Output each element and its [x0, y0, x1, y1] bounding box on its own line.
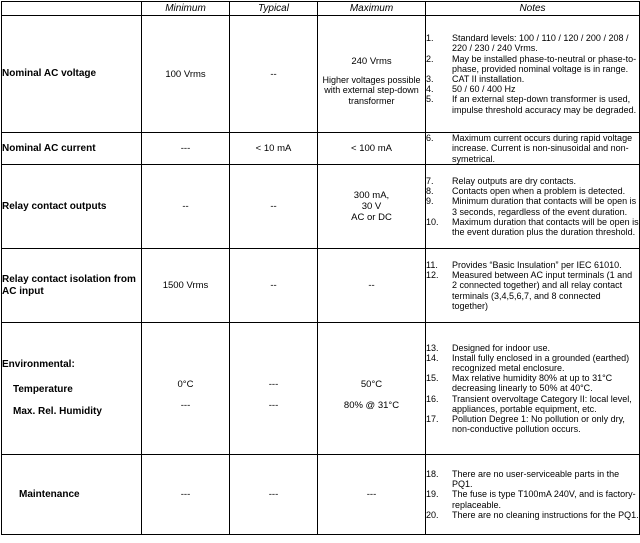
- note-item: 9. Minimum duration that contacts will be open is 3 seconds, regardless of the event duration.: [426, 196, 637, 217]
- row-notes: [426, 165, 640, 249]
- maximum-line: 300 mA,: [353, 190, 390, 201]
- row-typical: --: [230, 165, 318, 249]
- temperature-label: Temperature: [13, 384, 73, 395]
- table-row: [2, 133, 640, 165]
- note-item: 15. Max relative humidity 80% at up to 31°C decreasing linearly to 50% at 40°C.: [426, 373, 613, 394]
- note-item: 10. Maximum duration that contacts will be open is the event duration plus the duration threshold.: [426, 216, 639, 237]
- row-notes: [426, 323, 640, 455]
- note-item: 11. Provides “Basic Insulation” per IEC 61010.: [426, 259, 622, 270]
- row-minimum: ---: [142, 455, 230, 535]
- header-row: [2, 2, 640, 16]
- note-item: 14. Install fully enclosed in a grounded (earthed) recognized metal enclosure.: [426, 352, 630, 373]
- row-typical: --: [230, 16, 318, 133]
- note-item: 3. CAT II installation.: [426, 74, 525, 84]
- note-item: 7. Relay outputs are dry contacts.: [426, 175, 577, 186]
- header-notes: Notes: [426, 2, 640, 16]
- humidity-minimum: ---: [180, 400, 191, 411]
- humidity-label: Max. Rel. Humidity: [13, 406, 102, 417]
- note-item: 16. Transient overvoltage Category II: local level, appliances, portable equipment, etc.: [426, 393, 632, 414]
- row-parameter: Relay contact outputs: [2, 165, 142, 249]
- note-item: 19. The fuse is type T100mA 240V, and is factory-replaceable.: [426, 489, 636, 510]
- header-typical: Typical: [230, 2, 318, 16]
- header-parameter: [2, 2, 142, 16]
- row-maximum: --: [318, 249, 426, 323]
- row-parameter: Maintenance: [2, 455, 142, 535]
- row-maximum: [318, 323, 426, 455]
- row-maximum: < 100 mA: [318, 133, 426, 165]
- row-maximum: [318, 165, 426, 249]
- environmental-title: Environmental:: [2, 359, 75, 370]
- maximum-note: Higher voltages possible with external step-down transformer: [322, 74, 421, 106]
- note-item: 6. Maximum current occurs during rapid voltage increase. Current is non-sinusoidal and non-symetrical.: [426, 133, 633, 164]
- row-parameter: [2, 323, 142, 455]
- note-item: 18. There are no user-serviceable parts in the PQ1.: [426, 468, 620, 490]
- row-parameter: Nominal AC current: [2, 133, 142, 165]
- humidity-typical: ---: [268, 400, 279, 411]
- maximum-value: 240 Vrms: [351, 55, 392, 67]
- row-minimum: ---: [142, 133, 230, 165]
- temperature-typical: ---: [268, 379, 279, 390]
- header-maximum: Maximum: [318, 2, 426, 16]
- row-minimum: 1500 Vrms: [142, 249, 230, 323]
- note-item: 17. Pollution Degree 1: No pollution or only dry, non-conductive pollution occurs.: [426, 414, 625, 435]
- row-typical: [230, 323, 318, 455]
- row-maximum: [318, 16, 426, 133]
- note-item: 12. Measured between AC input terminals (1 and 2 connected together) and all relay contact terminals (3,4,5,6,7, and 8 connected together): [426, 270, 633, 311]
- row-notes: [426, 133, 640, 165]
- table-row: [2, 455, 640, 535]
- table-row: [2, 249, 640, 323]
- row-minimum: [142, 323, 230, 455]
- note-item: 4. 50 / 60 / 400 Hz: [426, 84, 516, 95]
- row-typical: ---: [230, 455, 318, 535]
- row-minimum: 100 Vrms: [142, 16, 230, 133]
- row-maximum: ---: [318, 455, 426, 535]
- note-item: 8. Contacts open when a problem is detected.: [426, 186, 626, 197]
- note-item: 5. If an external step-down transformer is used, impulse threshold accuracy may be degraded.: [426, 94, 637, 115]
- row-minimum: --: [142, 165, 230, 249]
- table-row: [2, 165, 640, 249]
- note-item: 20. There are no cleaning instructions for the PQ1.: [426, 509, 639, 520]
- row-notes: [426, 16, 640, 133]
- humidity-maximum: 80% @ 31°C: [343, 400, 400, 411]
- specifications-table: [1, 1, 640, 535]
- temperature-maximum: 50°C: [360, 379, 383, 390]
- maximum-line: 30 V: [361, 201, 382, 212]
- row-parameter: Nominal AC voltage: [2, 16, 142, 133]
- note-item: 2. May be installed phase-to-neutral or phase-to-phase, provided nominal voltage is in range.: [426, 53, 637, 74]
- row-typical: < 10 mA: [230, 133, 318, 165]
- header-minimum: Minimum: [142, 2, 230, 16]
- note-item: 1. Standard levels: 100 / 110 / 120 / 200 / 208 / 220 / 230 / 240 Vrms.: [426, 33, 629, 54]
- maximum-line: AC or DC: [351, 212, 392, 223]
- row-notes: [426, 249, 640, 323]
- row-typical: --: [230, 249, 318, 323]
- note-item: 13. Designed for indoor use.: [426, 342, 551, 353]
- table-row: [2, 16, 640, 133]
- temperature-minimum: 0°C: [177, 379, 194, 390]
- row-notes: [426, 455, 640, 535]
- row-parameter: Relay contact isolation from AC input: [2, 249, 142, 323]
- table-row: [2, 323, 640, 455]
